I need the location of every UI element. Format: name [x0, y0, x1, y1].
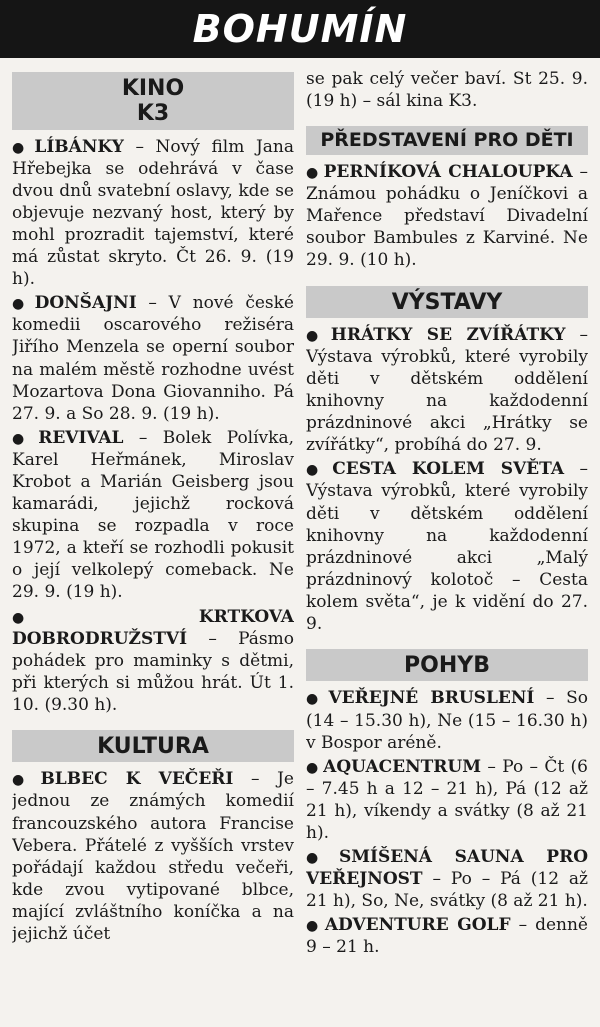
bullet-icon: ● [12, 609, 195, 626]
listing-title: REVIVAL [38, 427, 124, 448]
bullet-icon: ● [306, 691, 325, 708]
section-title-line2: K3 [136, 101, 170, 127]
listing-text: – Výstava výrobků, které vyrobily děti v dětském oddělení knihovny na každodenní prázdninové akci „Hrátky se zvířátky“, probíhá do 27. 9. [306, 324, 588, 456]
listing-title: CESTA KOLEM SVĚTA [332, 459, 565, 480]
listing-item [12, 292, 294, 425]
bullet-icon: ● [306, 165, 320, 182]
section-header-deti [306, 126, 588, 155]
listing-text: – Po – Pá (12 až 21 h), So, Ne, svátky (8 až 21 h). [306, 869, 588, 912]
section-title: KULTURA [97, 734, 209, 760]
listing-text: – So (14 – 15.30 h), Ne (15 – 16.30 h) v Bospor aréně. [306, 688, 588, 753]
listing-title: SMÍŠENÁ SAUNA PRO VEŘEJNOST [306, 847, 588, 890]
listing-text: – Výstava výrobků, které vyrobily děti v dětském oddělení knihovny na každodenní prázdninové akci „Malý prázdninový kolotoč – Cesta kolem světa“, je k vidění do 27. 9. [306, 459, 588, 635]
listing-item [12, 768, 294, 945]
listing-text: – V nové české komedii oscarového režiséra Jiřího Menzela se operní soubor na malém městě rozhodne uvést Mozartova Dona Giovanniho. Pá 27. 9. a So 28. 9. (19 h). [12, 293, 294, 424]
listing-item [306, 687, 588, 753]
listing-title: DONŠAJNI [34, 293, 137, 314]
listing-columns [0, 58, 600, 1027]
listing-text: – denně 9 – 21 h. [306, 915, 588, 958]
bullet-icon: ● [306, 850, 335, 867]
section-header-kultura [12, 730, 294, 762]
bullet-icon: ● [306, 759, 320, 776]
listing-title: AQUACENTRUM [323, 756, 482, 777]
left-column [12, 68, 294, 1027]
bullet-icon: ● [12, 430, 35, 447]
section-header-kino [12, 72, 294, 130]
page-title: BOHUMÍN [192, 7, 408, 51]
listing-text: – Známou pohádku o Jeníčkovi a Mařence představí Divadelní soubor Bambules z Karviné. Ne 29. 9. (10 h). [306, 162, 588, 271]
section-header-vystavy [306, 286, 588, 318]
bullet-icon: ● [12, 772, 37, 789]
listing-item [12, 136, 294, 291]
continued-text: se pak celý večer baví. St 25. 9. (19 h) – sál kina K3. [306, 69, 588, 112]
listing-item [12, 606, 294, 716]
masthead [0, 0, 600, 58]
bullet-icon: ● [306, 462, 329, 479]
listing-text: – Po – Čt (6 – 7.45 h a 12 – 21 h), Pá (12 až 21 h), víkendy a svátky (8 až 21 h). [306, 756, 588, 843]
listing-title: ADVENTURE GOLF [324, 915, 511, 936]
section-title: PŘEDSTAVENÍ PRO DĚTI [320, 129, 574, 152]
bullet-icon: ● [12, 296, 31, 313]
bullet-icon: ● [306, 918, 321, 935]
section-title: VÝSTAVY [391, 289, 503, 315]
listing-title: KRTKOVA DOBRODRUŽSTVÍ [12, 606, 294, 649]
section-title-line1: KINO [121, 76, 185, 101]
bullet-icon: ● [12, 139, 31, 156]
section-header-pohyb [306, 649, 588, 681]
listing-item [306, 324, 588, 457]
section-title: POHYB [404, 653, 490, 679]
listing-title: PERNÍKOVÁ CHALOUPKA [323, 162, 573, 183]
bullet-icon: ● [306, 327, 327, 344]
listing-text: – Pásmo pohádek pro maminky s dětmi, při kterých si můžou hrát. Út 1. 10. (9.30 h). [12, 628, 294, 715]
listing-item [306, 458, 588, 635]
listing-item [306, 914, 588, 958]
listing-title: LÍBÁNKY [34, 136, 124, 157]
listing-text: – Je jednou ze známých komedií francouzského autora Francise Vebera. Přátelé z vyšších vrstev pořádají každou středu večeři, kde zvou vytipované blbce, mající zvláštního koníčka a na jejichž účet [12, 769, 294, 944]
listing-title: HRÁTKY SE ZVÍŘÁTKY [330, 324, 566, 345]
listing-title: BLBEC K VEČEŘI [40, 769, 234, 790]
listing-text: – Nový film Jana Hřebejka se odehrává v čase dvou dnů svatební oslavy, kde se objevuje nezvaný host, který by mohl prozradit tajemství, které má zůstat skryto. Čt 26. 9. (19 h). [12, 136, 294, 290]
listing-text: – Bolek Polívka, Karel Heřmánek, Miroslav Krobot a Marián Geisberg jsou kamarádi, jejichž rocková skupina se rozpadla v roce 1972, a kteří se rozhodli pokusit o její velkolepý comeback. Ne 29. 9. (19 h). [12, 427, 294, 603]
listing-item [306, 161, 588, 271]
listing-item [306, 756, 588, 844]
listing-item [306, 846, 588, 912]
right-column [306, 68, 588, 1027]
listing-item [12, 427, 294, 604]
listing-title: VEŘEJNÉ BRUSLENÍ [328, 688, 535, 709]
